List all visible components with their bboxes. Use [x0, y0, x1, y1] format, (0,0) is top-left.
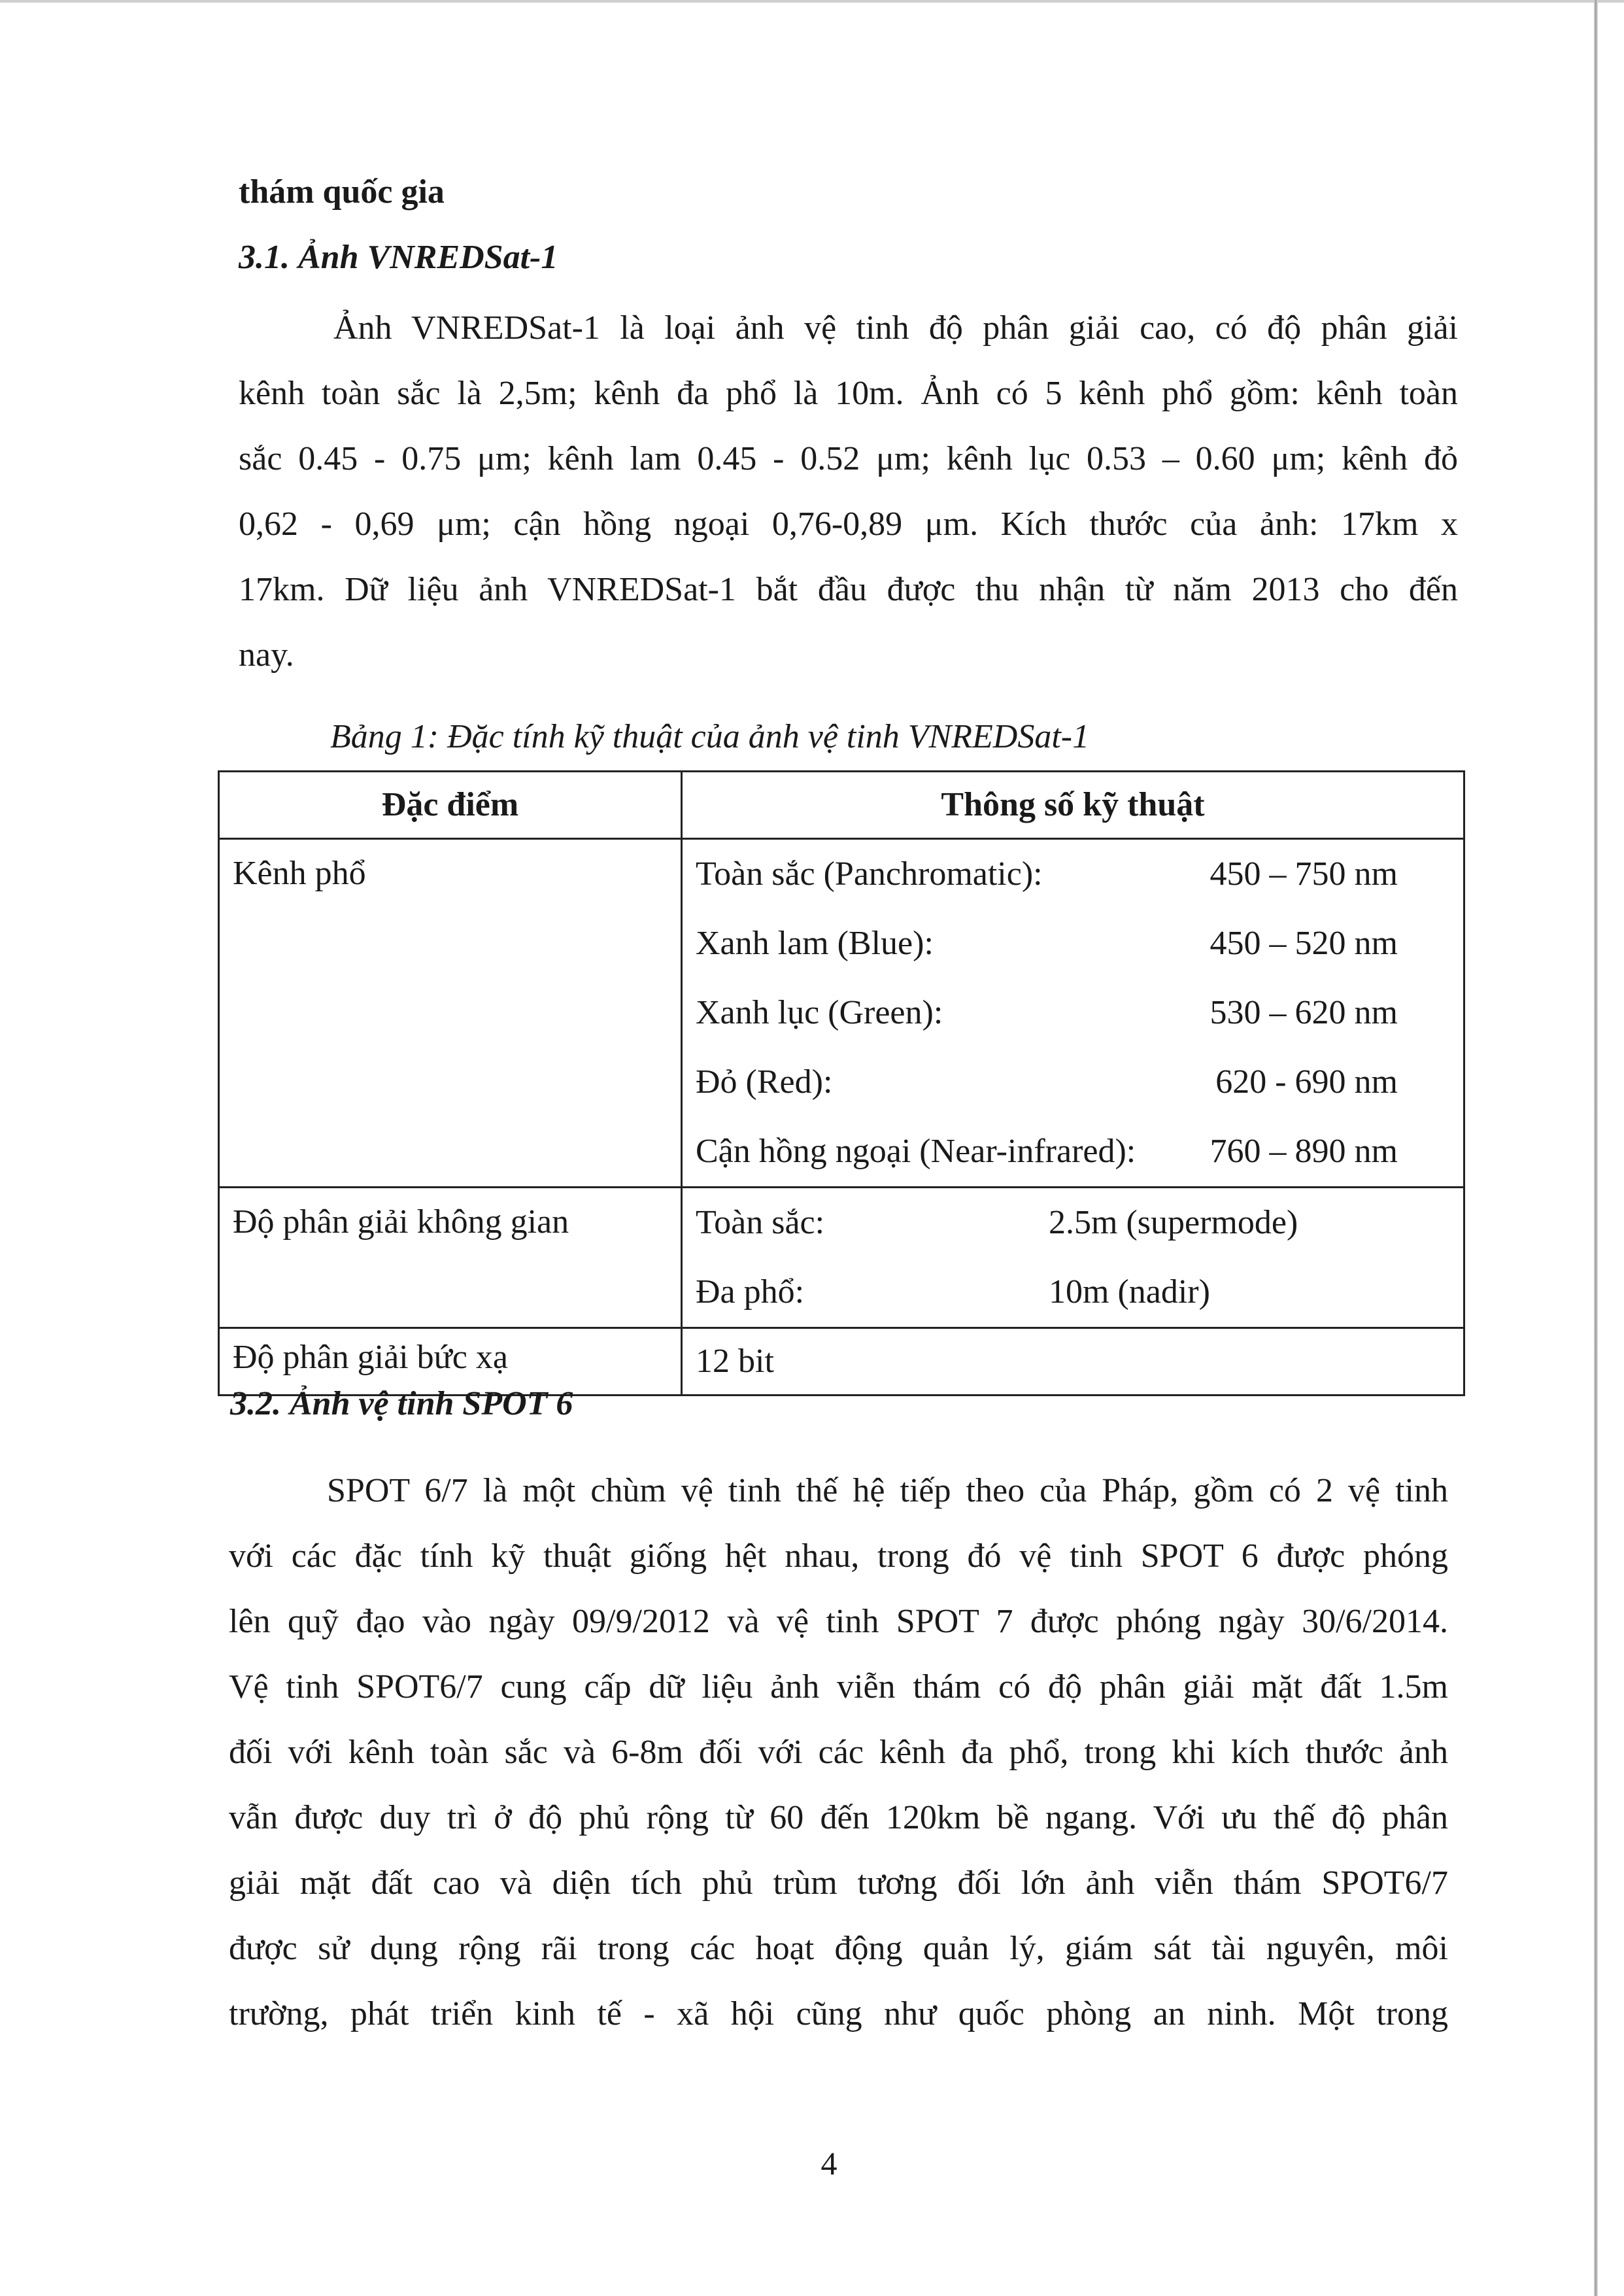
para1-line: sắc 0.45 - 0.75 μm; kênh lam 0.45 - 0.52 μm; kênh lục 0.53 – 0.60 μm; kênh đỏ — [239, 440, 1458, 477]
table-cell-feature: Độ phân giải bức xạ — [219, 1328, 682, 1396]
section-title-vnredsat: 3.1. Ảnh VNREDSat-1 — [239, 239, 558, 276]
para2-line: vẫn được duy trì ở độ phủ rộng từ 60 đến 120km bề ngang. Với ưu thế độ phân — [229, 1799, 1448, 1836]
para2-line: được sử dụng rộng rãi trong các hoạt động quản lý, giám sát tài nguyên, môi — [229, 1930, 1448, 1967]
para2-line: lên quỹ đạo vào ngày 09/9/2012 và vệ tinh SPOT 7 được phóng ngày 30/6/2014. — [229, 1603, 1448, 1640]
spec-key: Đa phổ: — [696, 1273, 805, 1311]
table-cell-spec — [682, 1188, 1464, 1328]
spec-value: 760 – 890 nm — [1210, 1133, 1398, 1170]
para1-line: Ảnh VNREDSat-1 là loại ảnh vệ tinh độ phân giải cao, có độ phân giải — [333, 309, 1458, 347]
spec-item — [696, 1329, 1450, 1394]
para2-line: SPOT 6/7 là một chùm vệ tinh thế hệ tiếp theo của Pháp, gồm có 2 vệ tinh — [327, 1472, 1448, 1509]
spec-value: 450 – 750 nm — [1210, 855, 1398, 893]
table-header-spec: Thông số kỹ thuật — [682, 772, 1464, 839]
heading-continuation: thám quốc gia — [239, 173, 445, 211]
page-number: 4 — [820, 2145, 837, 2182]
spec-key: Xanh lam (Blue): — [696, 925, 934, 962]
scan-edge-top — [0, 0, 1624, 3]
spec-key: Toàn sắc: — [696, 1204, 825, 1241]
para2-line: với các đặc tính kỹ thuật giống hệt nhau, trong đó vệ tinh SPOT 6 được phóng — [229, 1537, 1448, 1575]
para1-line: nay. — [239, 636, 294, 674]
spec-item — [696, 840, 1450, 909]
spec-key: Cận hồng ngoại (Near-infrared): — [696, 1133, 1136, 1170]
para1-line: 0,62 - 0,69 μm; cận hồng ngoại 0,76-0,89 μm. Kích thước của ảnh: 17km x — [239, 505, 1458, 543]
section-title-spot6: 3.2. Ảnh vệ tinh SPOT 6 — [230, 1385, 573, 1422]
spec-value: 620 - 690 nm — [1215, 1063, 1398, 1101]
table-cell-spec — [682, 839, 1464, 1188]
para1-line: kênh toàn sắc là 2,5m; kênh đa phổ là 10m. Ảnh có 5 kênh phổ gồm: kênh toàn — [239, 375, 1458, 412]
table-row — [219, 1188, 1464, 1328]
spec-key: Xanh lục (Green): — [696, 994, 943, 1031]
table-header-feature: Đặc điểm — [219, 772, 682, 839]
para2-line: Vệ tinh SPOT6/7 cung cấp dữ liệu ảnh viễn thám có độ phân giải mặt đất 1.5m — [229, 1668, 1448, 1705]
spec-item — [696, 909, 1450, 978]
spec-value: 10m (nadir) — [1049, 1273, 1210, 1311]
table-caption: Bảng 1: Đặc tính kỹ thuật của ảnh vệ tinh VNREDSat-1 — [330, 718, 1090, 755]
spec-item — [696, 1188, 1450, 1258]
table-cell-feature: Độ phân giải không gian — [219, 1188, 682, 1328]
spec-value: 450 – 520 nm — [1210, 925, 1398, 962]
spec-value: 530 – 620 nm — [1210, 994, 1398, 1031]
table-cell-feature: Kênh phổ — [219, 839, 682, 1188]
spec-key: 12 bit — [696, 1343, 774, 1380]
para1-line: 17km. Dữ liệu ảnh VNREDSat-1 bắt đầu được thu nhận từ năm 2013 cho đến — [239, 571, 1458, 608]
table-cell-spec — [682, 1328, 1464, 1396]
spec-value: 2.5m (supermode) — [1049, 1204, 1298, 1241]
table-header-row — [219, 772, 1464, 839]
spec-item — [696, 1117, 1450, 1186]
spec-key: Toàn sắc (Panchromatic): — [696, 855, 1043, 893]
table-row — [219, 839, 1464, 1188]
spec-key: Đỏ (Red): — [696, 1063, 833, 1101]
para2-line: trường, phát triển kinh tế - xã hội cũng như quốc phòng an ninh. Một trong — [229, 1995, 1448, 2032]
spec-item — [696, 1258, 1450, 1327]
para2-line: giải mặt đất cao và diện tích phủ trùm tương đối lớn ảnh viễn thám SPOT6/7 — [229, 1864, 1448, 1902]
spec-item — [696, 978, 1450, 1048]
spec-table — [218, 770, 1465, 1396]
spec-item — [696, 1048, 1450, 1117]
para2-line: đối với kênh toàn sắc và 6-8m đối với các kênh đa phổ, trong khi kích thước ảnh — [229, 1734, 1448, 1771]
scan-edge-right — [1594, 0, 1598, 2296]
